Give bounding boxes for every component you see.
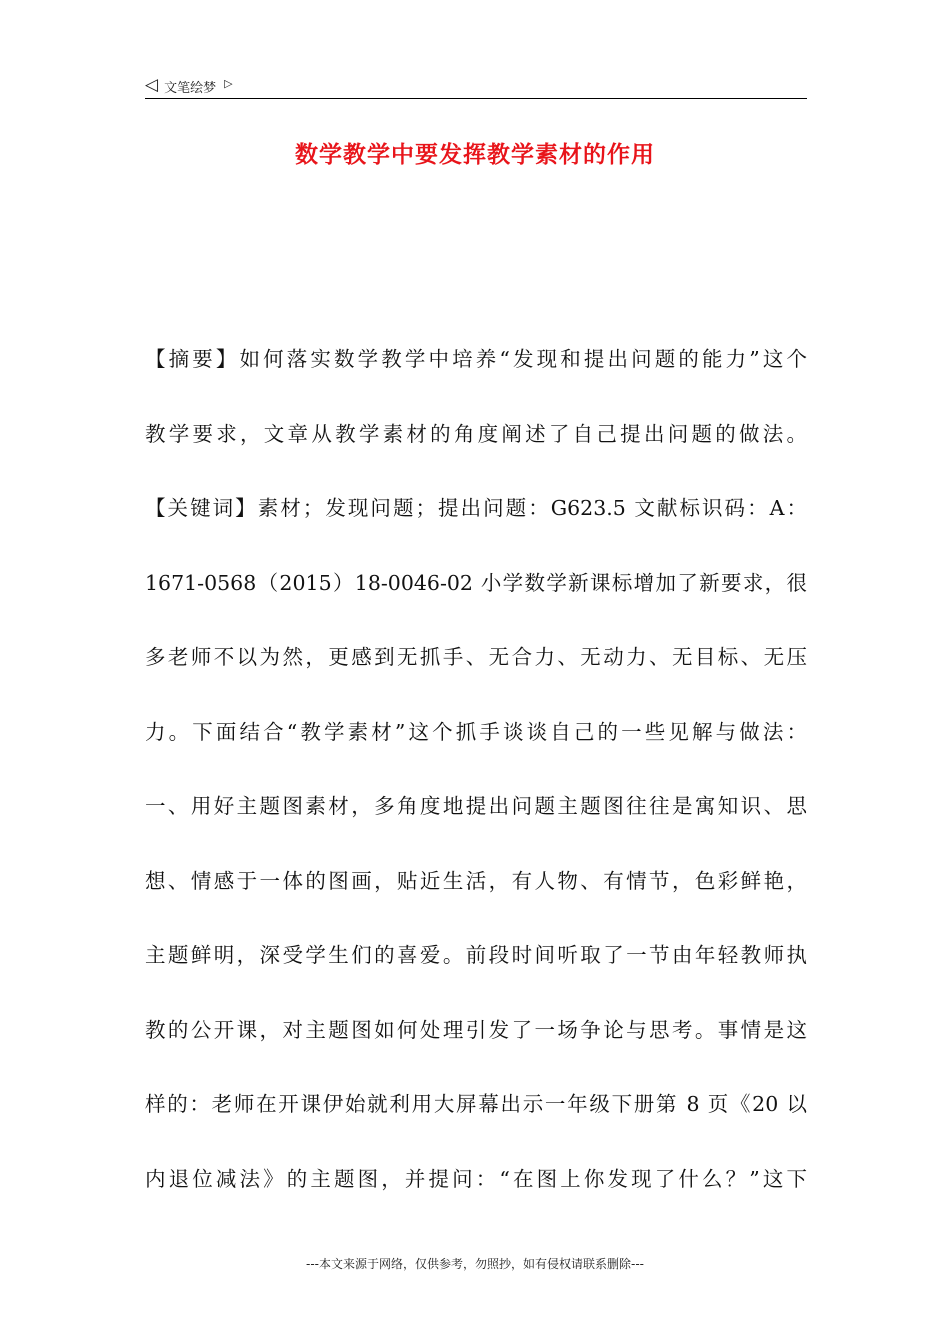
document-title: 数学教学中要发挥教学素材的作用	[295, 142, 655, 168]
body-line: 多老师不以为然，更感到无抓手、无合力、无动力、无目标、无压	[145, 645, 807, 669]
body-line: 教学要求，文章从教学素材的角度阐述了自己提出问题的做法。	[145, 421, 807, 446]
document-body	[145, 322, 807, 1216]
page-footer: ---本文来源于网络，仅供参考，勿照抄，如有侵权请联系删除---	[306, 1257, 644, 1271]
body-line: 内退位减法》的主题图，并提问：“在图上你发现了什么？”这下	[145, 1166, 807, 1191]
body-line: 【摘要】如何落实数学教学中培养“发现和提出问题的能力”这个	[145, 347, 807, 371]
body-line: 想、情感于一体的图画，贴近生活，有人物、有情节，色彩鲜艳，	[145, 868, 807, 893]
header-label: 文笔绘梦	[164, 80, 217, 96]
body-line: 【关键词】素材；发现问题；提出问题：G623.5 文献标识码：A：	[145, 496, 807, 520]
body-line: 样的：老师在开课伊始就利用大屏幕出示一年级下册第 8 页《20 以	[145, 1092, 807, 1116]
right-triangle-icon: ▷	[224, 76, 233, 90]
left-triangle-icon: ◁	[145, 74, 159, 95]
body-line: 教的公开课，对主题图如何处理引发了一场争论与思考。事情是这	[145, 1017, 807, 1042]
body-line: 主题鲜明，深受学生们的喜爱。前段时间听取了一节由年轻教师执	[145, 943, 807, 967]
body-line: 一、用好主题图素材，多角度地提出问题主题图往往是寓知识、思	[145, 794, 807, 818]
body-line: 1671-0568（2015）18-0046-02 小学数学新课标增加了新要求，很	[145, 570, 807, 595]
body-line: 力。下面结合“教学素材”这个抓手谈谈自己的一些见解与做法：	[145, 719, 807, 744]
page-header	[145, 74, 807, 99]
